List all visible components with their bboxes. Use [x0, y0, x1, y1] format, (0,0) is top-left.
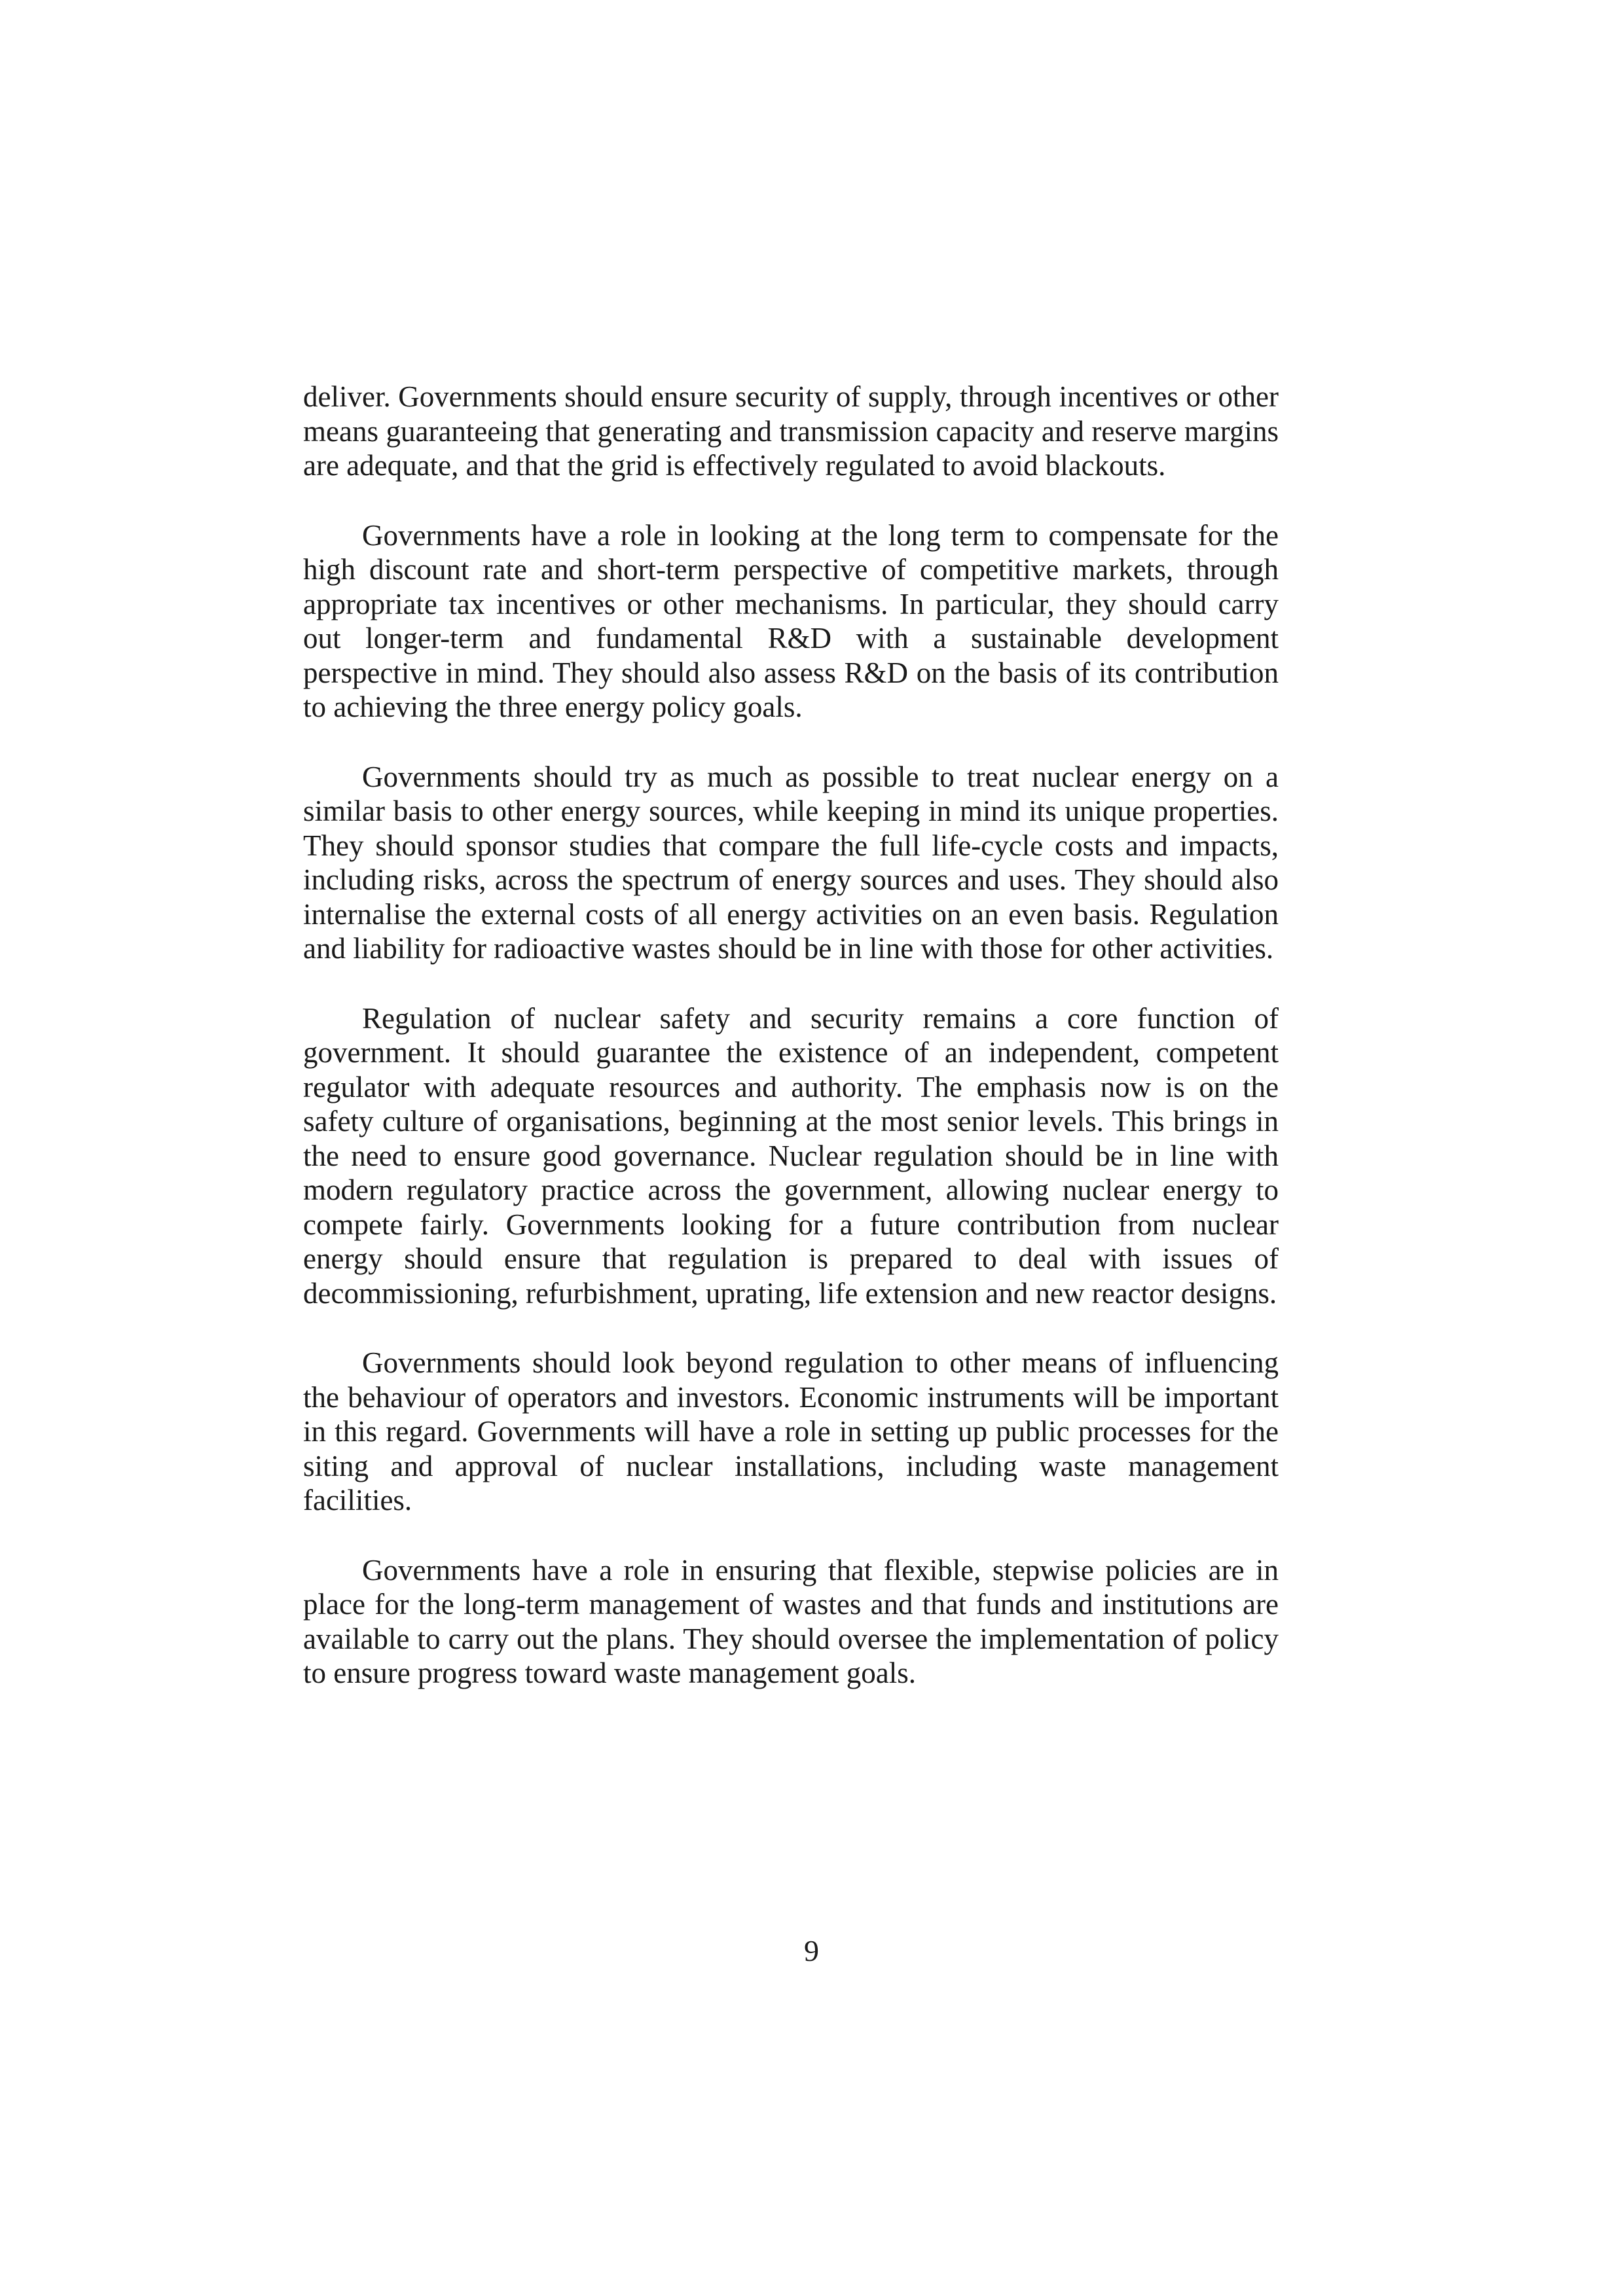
paragraph-equal-treatment: Governments should try as much as possible to treat nuclear energy on a similar basis to other energy sources, while keeping in mind its unique properties. They should sponsor studies that compare the full life-cycle costs and impacts, including risks, across the spectrum of energy sources and uses. They should also internalise the external costs of all energy activities on an even basis. Regulation and liability for radioactive wastes should be in line with those for other activities. — [303, 760, 1279, 965]
paragraph-safety-regulation: Regulation of nuclear safety and security remains a core function of government. It should guarantee the existence of an independent, competent regulator with adequate resources and authority. The emphasis now is on the safety culture of organisations, beginning at the most senior levels. This brings in the need to ensure good governance. Nuclear regulation should be in line with modern regulatory practice across the government, allowing nuclear energy to compete fairly. Governments looking for a future contribution from nuclear energy should ensure that regulation is prepared to deal with issues of decommissioning, refurbishment, uprating, life extension and new reactor designs. — [303, 1001, 1279, 1310]
paragraph-continuation: deliver. Governments should ensure security of supply, through incentives or other means guaranteeing that generating and transmission capacity and reserve margins are adequate, and that the grid is effectively regulated to avoid blackouts. — [303, 380, 1279, 482]
paragraph-waste-management: Governments have a role in ensuring that flexible, stepwise policies are in place for the long-term management of wastes and that funds and institutions are available to carry out the plans. They should oversee the implementation of policy to ensure progress toward waste management goals. — [303, 1553, 1279, 1689]
document-body — [303, 380, 1279, 1726]
paragraph-beyond-regulation: Governments should look beyond regulation to other means of influencing the behaviour of operators and investors. Economic instruments will be important in this regard. Governments will have a role in setting up public processes for the siting and approval of nuclear installations, including waste management facilities. — [303, 1346, 1279, 1516]
page-number: 9 — [804, 1934, 819, 1967]
paragraph-long-term-role: Governments have a role in looking at the long term to compensate for the high discount rate and short-term perspective of competitive markets, through appropriate tax incentives or other mechanisms. In particular, they should carry out longer-term and fundamental R&D with a sustainable development perspective in mind. They should also assess R&D on the basis of its contribution to achieving the three energy policy goals. — [303, 518, 1279, 723]
